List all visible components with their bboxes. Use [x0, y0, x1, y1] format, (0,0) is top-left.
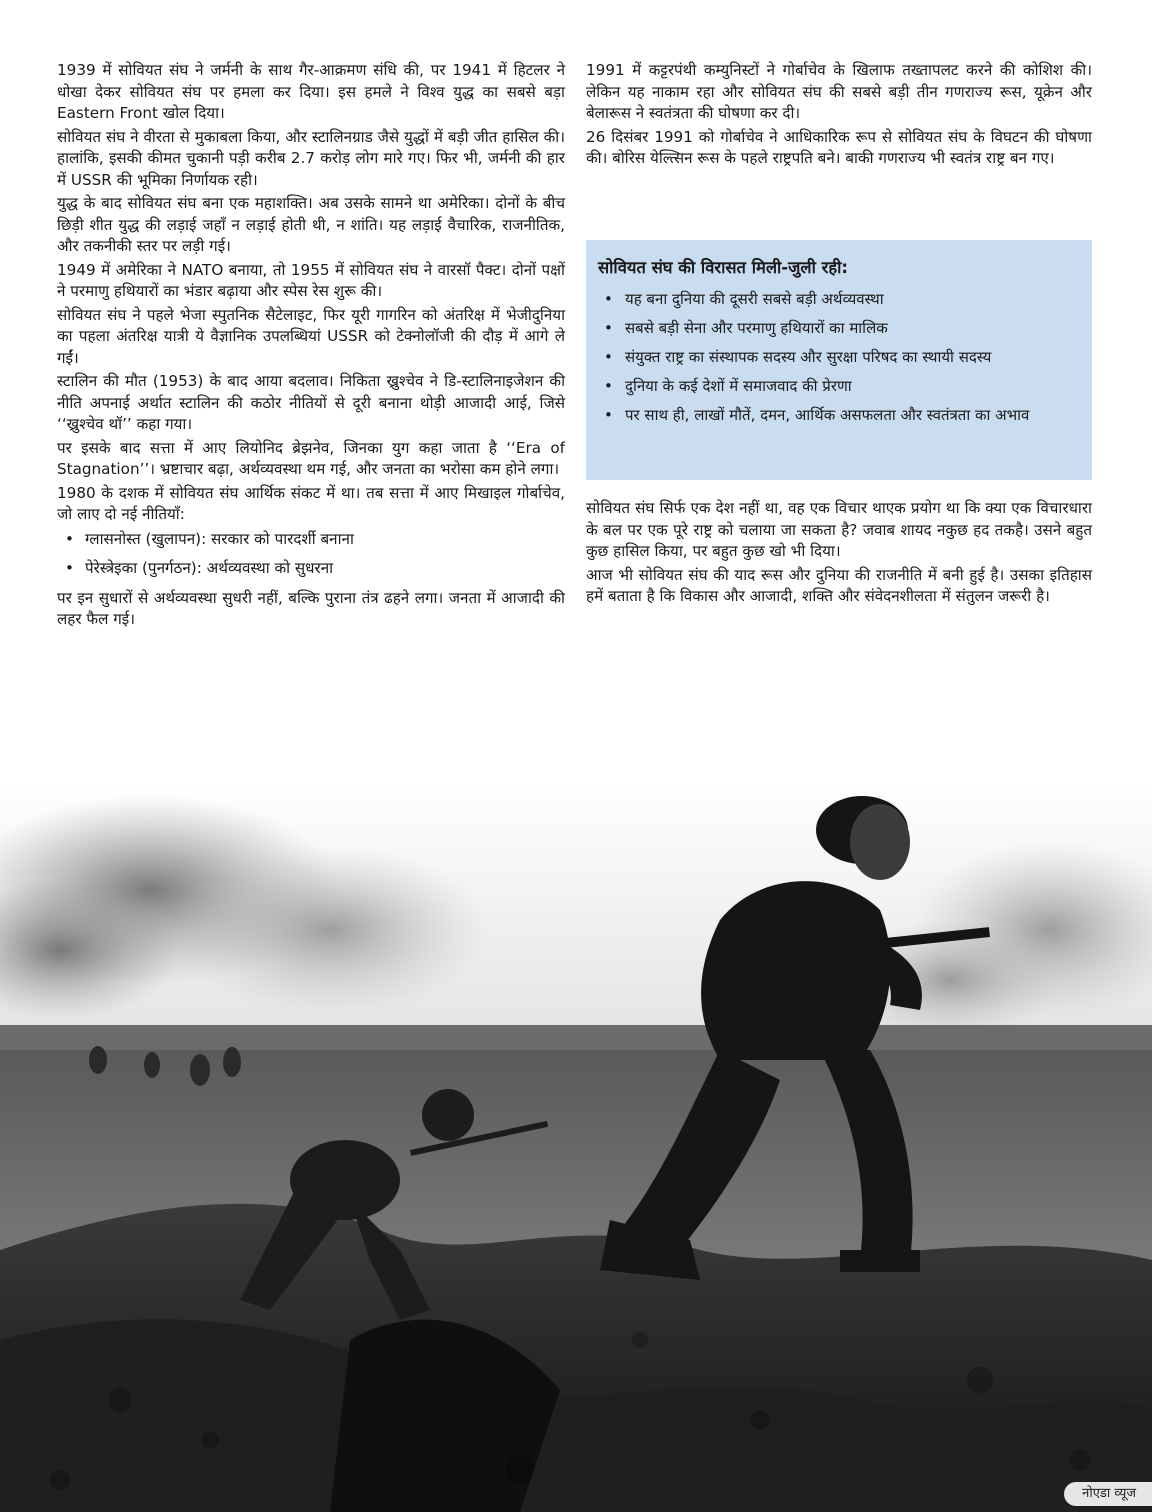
paragraph-coup-attempt: 1991 में कट्टरपंथी कम्युनिस्टों ने गोर्बाचेव के खिलाफ तख्तापलट करने की कोशिश की। लेकिन यह नाकाम रहा और सोवियत संघ की सबसे बड़ी तीन गणराज्य रूस, यूक्रेन और बेलारूस ने स्वतंत्रता की घोषणा कर दी।	[586, 61, 1092, 122]
paragraph-collapse: पर इन सुधारों से अर्थव्यवस्था सुधरी नहीं, बल्कि पुराना तंत्र ढहने लगा। जनता में आजादी की लहर फैल गई।	[57, 588, 565, 628]
legacy-list	[598, 289, 1078, 425]
list-item: • पर साथ ही, लाखों मौतें, दमन, आर्थिक असफलता और स्वतंत्रता का अभाव	[598, 405, 1078, 425]
paragraph-brezhnev: पर इसके बाद सत्ता में आए लियोनिद ब्रेझनेव, जिनका युग कहा जाता है ‘‘Era of Stagnation’’। भ्रष्टाचार बढ़ा, अर्थव्यवस्था थम गई, और जनता का भरोसा कम होने लगा।	[57, 438, 565, 478]
list-item: • पेरेस्त्रेइका (पुनर्गठन): अर्थव्यवस्था को सुधरना	[63, 558, 565, 580]
paragraph-dissolution: 26 दिसंबर 1991 को गोर्बाचेव ने आधिकारिक रूप से सोवियत संघ के विघटन की घोषणा की। बोरिस येल्त्सिन रूस के पहले राष्ट्रपति बने। बाकी गणराज्य भी स्वतंत्र राष्ट्र बन गए।	[586, 127, 1092, 167]
paragraph-nonaggression-pact: 1939 में सोवियत संघ ने जर्मनी के साथ गैर-आक्रमण संधि की, पर 1941 में हिटलर ने धोखा देकर सोवियत संघ पर हमला कर दिया। इस हमले ने विश्व युद्ध का सबसे बड़ा Eastern Front खोल दिया।	[57, 61, 565, 122]
paragraph-nato-warsaw: 1949 में अमेरिका ने NATO बनाया, तो 1955 में सोवियत संघ ने वारसॉ पैक्ट। दोनों पक्षों ने परमाणु हथियारों का भंडार बढ़ाया और स्पेस रेस शुरू की।	[57, 260, 565, 300]
reform-policies-list	[57, 529, 565, 580]
war-photo	[0, 780, 1152, 1512]
publication-tag: नोएडा व्यूज	[1064, 1482, 1152, 1506]
list-item: • दुनिया के कई देशों में समाजवाद की प्रेरणा	[598, 376, 1078, 396]
legacy-box-title: सोवियत संघ की विरासत मिली-जुली रही:	[598, 258, 848, 277]
list-item: • सबसे बड़ी सेना और परमाणु हथियारों का मालिक	[598, 318, 1078, 338]
closing-text	[586, 498, 1092, 610]
list-item: • यह बना दुनिया की दूसरी सबसे बड़ी अर्थव्यवस्था	[598, 289, 1078, 309]
paragraph-legacy-today: आज भी सोवियत संघ की याद रूस और दुनिया की राजनीति में बनी हुई है। उसका इतिहास हमें बताता है कि विकास और आजादी, शक्ति और संवेदनशीलता में संतुलन जरूरी है।	[586, 565, 1092, 605]
paragraph-cold-war: युद्ध के बाद सोवियत संघ बना एक महाशक्ति। अब उसके सामने था अमेरिका। दोनों के बीच छिड़ी शीत युद्ध की लड़ाई जहाँ न लड़ाई होती थी, न शांति। यह लड़ाई वैचारिक, राजनीतिक, और तकनीकी स्तर पर लड़ी गई।	[57, 194, 565, 255]
left-column	[57, 60, 565, 633]
legacy-info-box	[586, 240, 1092, 480]
paragraph-stalingrad: सोवियत संघ ने वीरता से मुकाबला किया, और स्टालिनग्राड जैसे युद्धों में बड़ी जीत हासिल की। हालांकि, इसकी कीमत चुकानी पड़ी करीब 2.7 करोड़ लोग मारे गए। फिर भी, जर्मनी की हार में USSR की भूमिका निर्णायक रही।	[57, 127, 565, 189]
paragraph-idea: सोवियत संघ सिर्फ एक देश नहीं था, वह एक विचार थाएक प्रयोग था कि क्या एक विचारधारा के बल पर एक पूरे राष्ट्र को चलाया जा सकता है? जवाब शायद नकुछ हद तकहै। उसने बहुत कुछ हासिल किया, पर बहुत कुछ खो भी दिया।	[586, 499, 1092, 560]
soldiers-battlefield-image	[0, 780, 1152, 1512]
paragraph-gorbachev: 1980 के दशक में सोवियत संघ आर्थिक संकट में था। तब सत्ता में आए मिखाइल गोर्बाचेव, जो लाए दो नई नीतियाँ:	[57, 483, 565, 523]
list-item: • ग्लासनोस्त (खुलापन): सरकार को पारदर्शी बनाना	[63, 529, 565, 551]
list-item: • संयुक्त राष्ट्र का संस्थापक सदस्य और सुरक्षा परिषद का स्थायी सदस्य	[598, 347, 1078, 367]
paragraph-space-race: सोवियत संघ ने पहले भेजा स्पुतनिक सैटेलाइट, फिर यूरी गागरिन को अंतरिक्ष में भेजीदुनिया का पहला अंतरिक्ष यात्री ये वैज्ञानिक उपलब्धियां USSR को टेक्नोलॉजी की दौड़ में आगे ले गईं।	[57, 305, 565, 367]
paragraph-khrushchev: स्टालिन की मौत (1953) के बाद आया बदलाव। निकिता ख्रुश्चेव ने डि-स्टालिनाइजेशन की नीति अपनाई अर्थात स्टालिन की कठोर नीतियों से दूरी बनाना थोड़ी आजादी आई, जिसे ‘‘ख्रुश्चेव थॉ’’ कहा गया।	[57, 372, 565, 433]
